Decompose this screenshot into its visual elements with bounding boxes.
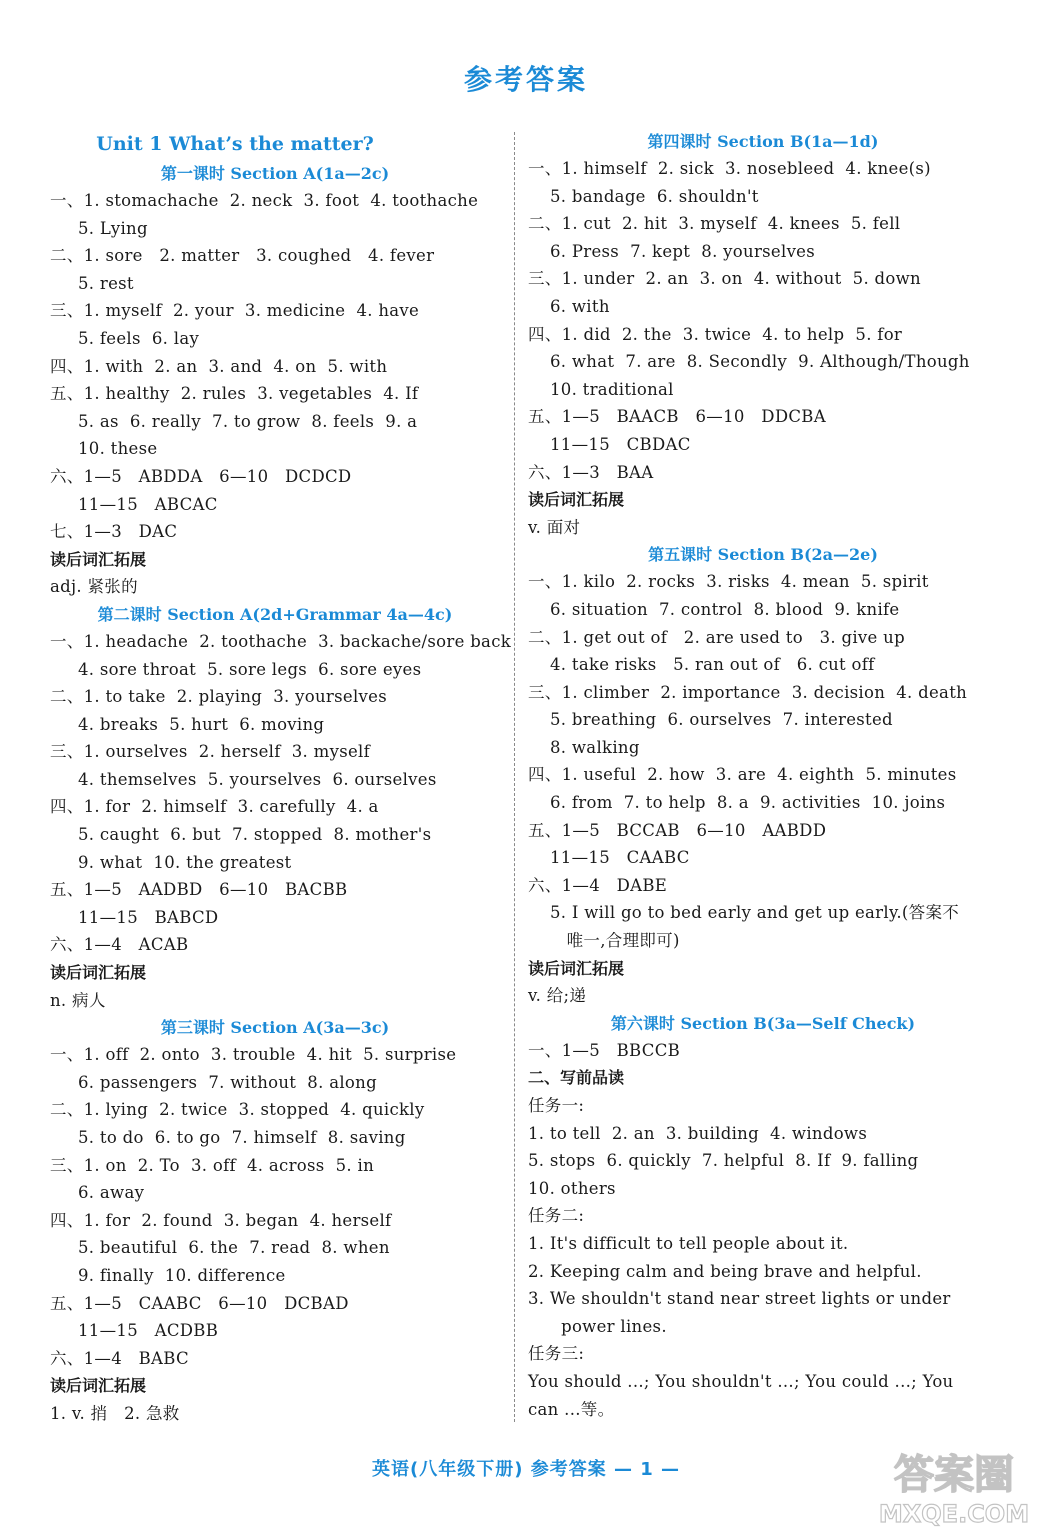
answer-line: 五、1—5 BCCAB 6—10 AABDD: [528, 820, 827, 840]
answer-line: 2. Keeping calm and being brave and helpful.: [528, 1261, 922, 1281]
answer-line: 二、1. sore 2. matter 3. coughed 4. fever: [50, 246, 435, 266]
left-column: [50, 128, 512, 1428]
answer-line: 一、1. kilo 2. rocks 3. risks 4. mean 5. spirit: [528, 572, 929, 592]
answer-line: 六、1—5 ABDDA 6—10 DCDCD: [50, 466, 352, 486]
answer-line: 1. v. 捎 2. 急救: [50, 1403, 180, 1423]
answer-line: 11—15 ABCAC: [78, 494, 218, 514]
answer-line: 4. sore throat 5. sore legs 6. sore eyes: [78, 659, 422, 679]
answer-line: 5. beautiful 6. the 7. read 8. when: [78, 1238, 390, 1258]
page-title: 参考答案: [463, 63, 588, 96]
answer-line: 5. breathing 6. ourselves 7. interested: [550, 710, 893, 730]
answer-line: 10. others: [528, 1178, 616, 1198]
answer-line: 1. to tell 2. an 3. building 4. windows: [528, 1123, 868, 1143]
answer-line: 五、1—5 AADBD 6—10 BACBB: [50, 880, 348, 900]
unit-title: Unit 1 What’s the matter?: [96, 133, 374, 155]
answer-line: 1. It's difficult to tell people about it.: [528, 1233, 849, 1253]
answer-line: 三、1. under 2. an 3. on 4. without 5. down: [528, 269, 921, 289]
answer-line: 11—15 BABCD: [78, 907, 219, 927]
answer-line: 任务一:: [528, 1096, 585, 1115]
answer-line: 5. bandage 6. shouldn't: [550, 186, 759, 206]
watermark-top: 答案圈: [894, 1452, 1014, 1498]
answer-line: adj. 紧张的: [50, 577, 138, 597]
page-footer: 英语(八年级下册) 参考答案 — 1 —: [371, 1459, 681, 1480]
column-divider: [514, 132, 515, 1422]
answer-line: 二、1. to take 2. playing 3. yourselves: [50, 687, 387, 707]
answer-line: 七、1—3 DAC: [50, 522, 178, 542]
watermark-bottom: MXQE.COM: [878, 1500, 1030, 1528]
answer-line: 任务二:: [528, 1206, 585, 1226]
answer-line: 四、1. with 2. an 3. and 4. on 5. with: [50, 356, 388, 376]
answer-line: 二、1. cut 2. hit 3. myself 4. knees 5. fell: [528, 214, 901, 234]
answer-line: 4. take risks 5. ran out of 6. cut off: [550, 655, 875, 675]
answer-line: 六、1—4 BABC: [50, 1348, 189, 1368]
answer-line: 四、1. for 2. himself 3. carefully 4. a: [50, 797, 379, 817]
answer-line: 4. themselves 5. yourselves 6. ourselves: [78, 769, 437, 789]
answer-line: 11—15 ACDBB: [78, 1321, 219, 1341]
answer-line: 10. these: [78, 439, 158, 459]
answer-line: 一、1. off 2. onto 3. trouble 4. hit 5. surprise: [50, 1045, 457, 1065]
answer-line: 任务三:: [528, 1344, 585, 1364]
answer-line: 一、1—5 BBCCB: [528, 1040, 681, 1060]
answer-line: 3. We shouldn't stand near street lights or under: [528, 1289, 951, 1309]
right-column: [528, 128, 998, 1423]
answer-line: 6. from 7. to help 8. a 9. activities 10. joins: [550, 793, 946, 813]
answer-line: 一、1. himself 2. sick 3. nosebleed 4. knee(s): [528, 159, 931, 178]
answer-line: 6. passengers 7. without 8. along: [78, 1072, 377, 1092]
answer-line: 5. to do 6. to go 7. himself 8. saving: [78, 1128, 406, 1147]
answer-line: 六、1—4 ACAB: [50, 935, 189, 955]
lesson-heading: 第二课时 Section A(2d+Grammar 4a—4c): [97, 604, 453, 624]
answer-line: 六、1—3 BAA: [528, 462, 654, 482]
answer-line: 9. what 10. the greatest: [78, 852, 292, 872]
answer-line: 一、1. headache 2. toothache 3. backache/sore back: [50, 631, 512, 651]
answer-line: 5. caught 6. but 7. stopped 8. mother's: [78, 825, 432, 845]
lesson-heading: 第三课时 Section A(3a—3c): [160, 1018, 390, 1038]
answer-line: 三、1. myself 2. your 3. medicine 4. have: [50, 301, 420, 321]
answer-line: v. 给;递: [528, 986, 587, 1006]
answer-line: 5. I will go to bed early and get up early.(答案不: [550, 903, 960, 923]
section-heading: 读后词汇拓展: [528, 958, 625, 978]
answer-line: 11—15 CAABC: [550, 848, 690, 868]
answer-line: 四、1. for 2. found 3. began 4. herself: [50, 1210, 392, 1230]
answer-line: 四、1. did 2. the 3. twice 4. to help 5. for: [528, 324, 903, 344]
section-heading: 二、写前品读: [528, 1068, 625, 1088]
answer-line: 5. stops 6. quickly 7. helpful 8. If 9. falling: [528, 1151, 919, 1171]
answer-line: 五、1. healthy 2. rules 3. vegetables 4. If: [50, 384, 419, 404]
answer-line: 三、1. on 2. To 3. off 4. across 5. in: [50, 1155, 375, 1175]
answer-line: v. 面对: [528, 517, 581, 537]
section-heading: 读后词汇拓展: [50, 549, 147, 569]
answer-line: 四、1. useful 2. how 3. are 4. eighth 5. minutes: [528, 765, 957, 785]
lesson-heading: 第五课时 Section B(2a—2e): [648, 545, 878, 565]
lesson-heading: 第六课时 Section B(3a—Self Check): [610, 1013, 916, 1033]
watermark-logo: [864, 1440, 1044, 1530]
answer-line: 6. with: [550, 296, 610, 316]
lesson-heading: 第四课时 Section B(1a—1d): [647, 132, 879, 151]
answer-line: 6. what 7. are 8. Secondly 9. Although/Though: [550, 352, 970, 372]
answer-line: 6. situation 7. control 8. blood 9. knife: [550, 599, 900, 619]
answer-line: 六、1—4 DABE: [528, 875, 668, 895]
answer-line: 4. breaks 5. hurt 6. moving: [78, 714, 325, 734]
answer-line: 三、1. climber 2. importance 3. decision 4. death: [528, 682, 968, 702]
answer-line: 二、1. get out of 2. are used to 3. give up: [528, 627, 905, 647]
answer-line: power lines.: [550, 1316, 667, 1336]
answer-line: 唯一,合理即可): [550, 931, 680, 951]
answer-line: n. 病人: [50, 990, 106, 1010]
answer-line: 8. walking: [550, 737, 640, 757]
lesson-heading: 第一课时 Section A(1a—2c): [160, 164, 390, 183]
answer-line: 一、1. stomachache 2. neck 3. foot 4. toothache: [50, 191, 479, 210]
section-heading: 读后词汇拓展: [50, 1376, 147, 1396]
answer-line: 5. rest: [78, 273, 134, 293]
answer-line: 6. Press 7. kept 8. yourselves: [550, 241, 816, 261]
answer-line: 五、1—5 CAABC 6—10 DCBAD: [50, 1293, 349, 1313]
answer-line: You should ...; You shouldn't ...; You could ...; You: [528, 1371, 954, 1391]
answer-line: 五、1—5 BAACB 6—10 DDCBA: [528, 407, 826, 427]
answer-line: 5. feels 6. lay: [78, 328, 200, 348]
answer-line: 5. as 6. really 7. to grow 8. feels 9. a: [78, 411, 418, 431]
answer-line: 11—15 CBDAC: [550, 434, 691, 454]
section-heading: 读后词汇拓展: [50, 963, 147, 983]
section-heading: 读后词汇拓展: [528, 490, 625, 510]
answer-line: 三、1. ourselves 2. herself 3. myself: [50, 742, 371, 762]
answer-line: 6. away: [78, 1183, 145, 1203]
answer-line: 9. finally 10. difference: [78, 1265, 286, 1285]
answer-line: can ...等。: [528, 1399, 615, 1419]
answer-line: 10. traditional: [550, 379, 674, 399]
answer-line: 5. Lying: [78, 218, 148, 238]
answer-line: 二、1. lying 2. twice 3. stopped 4. quickly: [50, 1100, 425, 1120]
